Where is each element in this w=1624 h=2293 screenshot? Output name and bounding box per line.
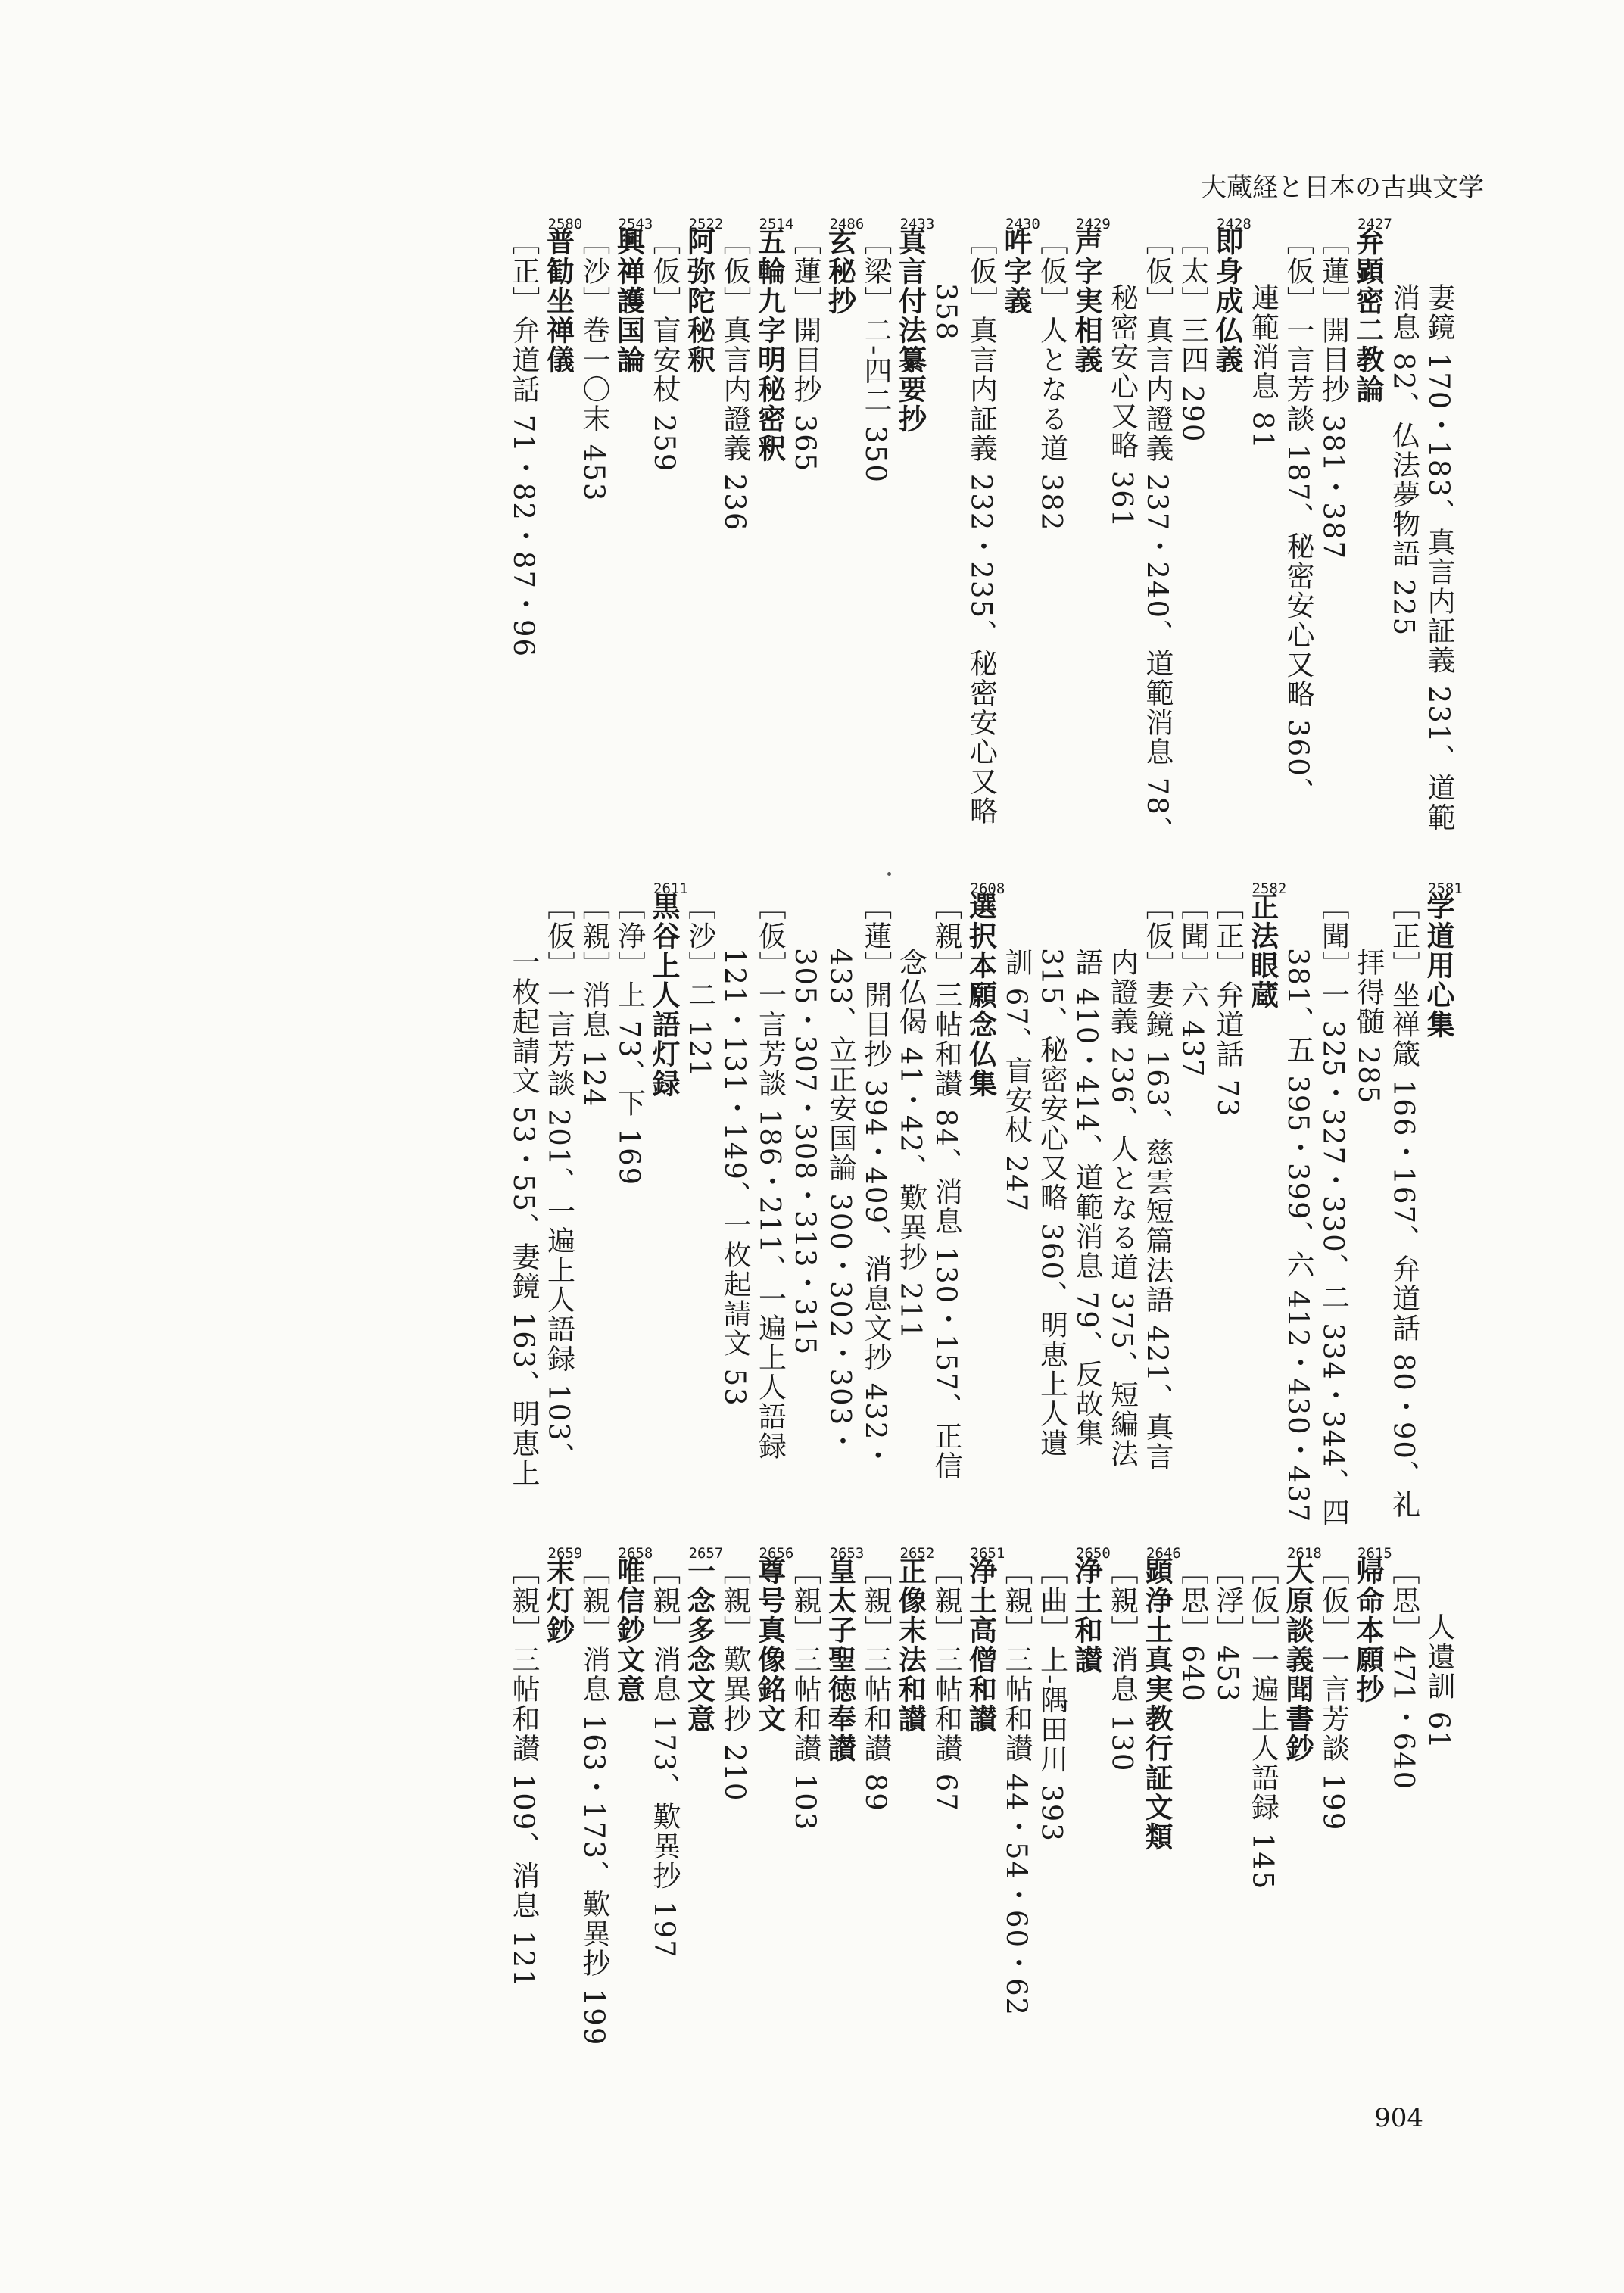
entry-number: 2658 <box>618 1545 653 1562</box>
index-line: ［蓮］開目抄 381・387 <box>1317 227 1350 561</box>
index-line: ［親］歎異抄 210 <box>718 1556 751 1802</box>
index-line: 語 410・414、道範消息 79、反故集 <box>1071 948 1103 1448</box>
entry-number: 2543 <box>618 216 653 232</box>
entry-number: 2615 <box>1357 1545 1392 1562</box>
entry-title: 顕浄土真実教行証文類 <box>1140 1556 1174 1852</box>
entry-title: 声字実相義 <box>1070 227 1103 375</box>
index-line: ［聞］六 437 <box>1176 892 1209 1079</box>
index-line: 358 <box>930 283 962 341</box>
index-line: ［正］弁道話 71・82・87・96 <box>507 227 540 659</box>
entry-title: 末灯鈔 <box>541 1556 575 1645</box>
entry-title: 一念多念文意 <box>682 1556 716 1734</box>
index-line: ［仮］人となる道 382 <box>1035 227 1068 532</box>
index-line: ［親］消息 124 <box>578 892 610 1108</box>
index-line: ［沙］巻一〇末 453 <box>578 227 610 503</box>
index-line: ［沙］二 121 <box>683 892 716 1079</box>
entry-title: 学道用心集 <box>1422 892 1455 1039</box>
running-header: 大蔵経と日本の古典文学 <box>1201 173 1484 203</box>
entry-title: 真言付法纂要抄 <box>893 227 927 434</box>
index-line: ［聞］一 325・327・330、二 334・344、四 <box>1317 892 1350 1528</box>
entry-title: 正像末法和讃 <box>893 1556 927 1734</box>
index-line: ［浄］上 73、下 169 <box>613 892 646 1187</box>
index-line: ［仮］一言芳談 186・211、一遍上人語録 <box>753 892 787 1462</box>
entry-title: 浄土和讃 <box>1070 1556 1103 1675</box>
index-line: ［親］三帖和讃 67 <box>930 1556 962 1812</box>
index-line: ［仮］妻鏡 163、慈雲短篇法語 421、真言 <box>1141 892 1174 1472</box>
entry-number: 2611 <box>653 880 688 897</box>
entry-title: 正法眼蔵 <box>1245 892 1280 1010</box>
entry-title: 玄秘抄 <box>823 227 857 316</box>
index-line: ［親］三帖和讃 89 <box>859 1556 892 1812</box>
index-line: ［蓮］開目抄 394・409、消息文抄 432・ <box>859 892 892 1471</box>
entry-number: 2430 <box>1005 216 1040 232</box>
entry-title: 阿弥陀秘釈 <box>682 227 716 375</box>
entry-title: 即身成仏義 <box>1211 227 1244 375</box>
index-line: ［浮］453 <box>1211 1556 1244 1703</box>
entry-number: 2653 <box>829 1545 865 1562</box>
index-line: 消息 82、仏法夢物語 225 <box>1387 283 1420 637</box>
entry-number: 2486 <box>829 216 865 232</box>
entry-number: 2580 <box>547 216 583 232</box>
index-line: ［親］消息 130 <box>1105 1556 1139 1773</box>
entry-title: 皇太子聖徳奉讃 <box>823 1556 857 1763</box>
index-line: ［仮］真言内證義 236 <box>718 227 751 532</box>
entry-number: 2608 <box>970 880 1005 897</box>
entry-title: 唯信鈔文意 <box>612 1556 646 1704</box>
entry-title: 帰命本願抄 <box>1351 1556 1385 1704</box>
entry-number: 2433 <box>899 216 935 232</box>
index-line: ［太］三四 290 <box>1176 227 1209 444</box>
entry-number: 2650 <box>1076 1545 1111 1562</box>
entry-title: 興禅護国論 <box>612 227 646 375</box>
index-line: ［仮］盲安杖 259 <box>648 227 681 473</box>
index-line: 315、秘密安心又略 360、明恵上人遺 <box>1035 948 1068 1459</box>
index-line: ［仮］一遍上人語録 145 <box>1246 1556 1280 1891</box>
entry-number: 2582 <box>1252 880 1287 897</box>
index-line: 121・131・149、一枚起請文 53 <box>718 948 751 1407</box>
index-line: 連範消息 81 <box>1246 283 1280 450</box>
entry-number: 2651 <box>970 1545 1005 1562</box>
index-line: ［曲］上-隅田川 393 <box>1035 1556 1068 1843</box>
index-line: ［仮］一言芳談 201、一遍上人語録 103、 <box>542 892 575 1472</box>
index-line: ［仮］一言芳談 199 <box>1317 1556 1350 1832</box>
index-line: ［蓮］開目抄 365 <box>789 227 821 473</box>
stray-dot <box>887 872 891 876</box>
index-line: ［正］弁道話 73 <box>1211 892 1244 1118</box>
index-line: 妻鏡 170・183、真言内証義 231、道範 <box>1423 283 1455 833</box>
entry-title: 吽字義 <box>999 227 1033 316</box>
index-line: 拝得髄 285 <box>1352 948 1385 1105</box>
entry-number: 2429 <box>1076 216 1111 232</box>
entry-number: 2618 <box>1287 1545 1322 1562</box>
entry-title: 浄土高僧和讃 <box>964 1556 998 1734</box>
entry-title: 普勧坐禅儀 <box>541 227 575 375</box>
index-line: 念仏偈 41・42、歎異抄 211 <box>894 948 927 1341</box>
index-line: 人遺訓 61 <box>1423 1612 1455 1750</box>
entry-number: 2659 <box>547 1545 583 1562</box>
entry-number: 2657 <box>688 1545 724 1562</box>
index-line: 305・307・308・313・315 <box>789 948 821 1357</box>
entry-title: 黒谷上人語灯録 <box>647 892 681 1098</box>
index-line: ［仮］一言芳談 187、秘密安心又略 360、 <box>1282 227 1314 807</box>
entry-number: 2656 <box>759 1545 794 1562</box>
entry-number: 2522 <box>688 216 724 232</box>
entry-number: 2652 <box>899 1545 935 1562</box>
entry-title: 弁顕密二教論 <box>1351 227 1385 404</box>
index-line: 内證義 236、人となる道 375、短編法 <box>1105 948 1139 1469</box>
index-line: ［仮］真言内證義 237・240、道範消息 78、 <box>1141 227 1174 846</box>
index-line: ［仮］真言内証義 232・235、秘密安心又略 <box>965 227 998 827</box>
entry-number: 2514 <box>759 216 794 232</box>
index-line: 一枚起請文 53・55、妻鏡 163、明恵上 <box>507 948 540 1488</box>
entry-number: 2427 <box>1357 216 1392 232</box>
entry-title: 五輪九字明秘密釈 <box>753 227 787 463</box>
index-line: 秘密安心又略 361 <box>1105 283 1139 529</box>
index-line: ［親］三帖和讃 84、消息 130・157、正信 <box>930 892 962 1481</box>
index-line: 433、立正安国論 300・302・303・ <box>824 948 857 1456</box>
index-line: ［正］坐禅箴 166・167、弁道話 80・90、礼 <box>1387 892 1420 1519</box>
index-line: ［親］三帖和讃 109、消息 121 <box>507 1556 540 1989</box>
index-line: ［親］三帖和讃 44・54・60・62 <box>1000 1556 1033 2017</box>
index-line: ［親］消息 163・173、歎異抄 199 <box>578 1556 610 2047</box>
page-number: 904 <box>1374 2103 1423 2133</box>
entry-title: 大原談義聞書鈔 <box>1281 1556 1314 1763</box>
index-line: 訓 67、盲安杖 247 <box>1000 948 1033 1213</box>
entry-title: 選択本願念仏集 <box>964 892 998 1098</box>
index-line: ［親］三帖和讃 103 <box>789 1556 821 1832</box>
entry-number: 2646 <box>1146 1545 1181 1562</box>
entry-number: 2428 <box>1217 216 1252 232</box>
entry-number: 2581 <box>1428 880 1463 897</box>
index-line: ［思］640 <box>1176 1556 1209 1703</box>
index-line: 381、五 395・399、六 412・430・437 <box>1282 948 1314 1524</box>
index-line: ［梁］二-四二 350 <box>859 227 892 484</box>
entry-title: 尊号真像銘文 <box>753 1556 787 1734</box>
index-line: ［思］471・640 <box>1387 1556 1420 1791</box>
index-line: ［親］消息 173、歎異抄 197 <box>648 1556 681 1959</box>
